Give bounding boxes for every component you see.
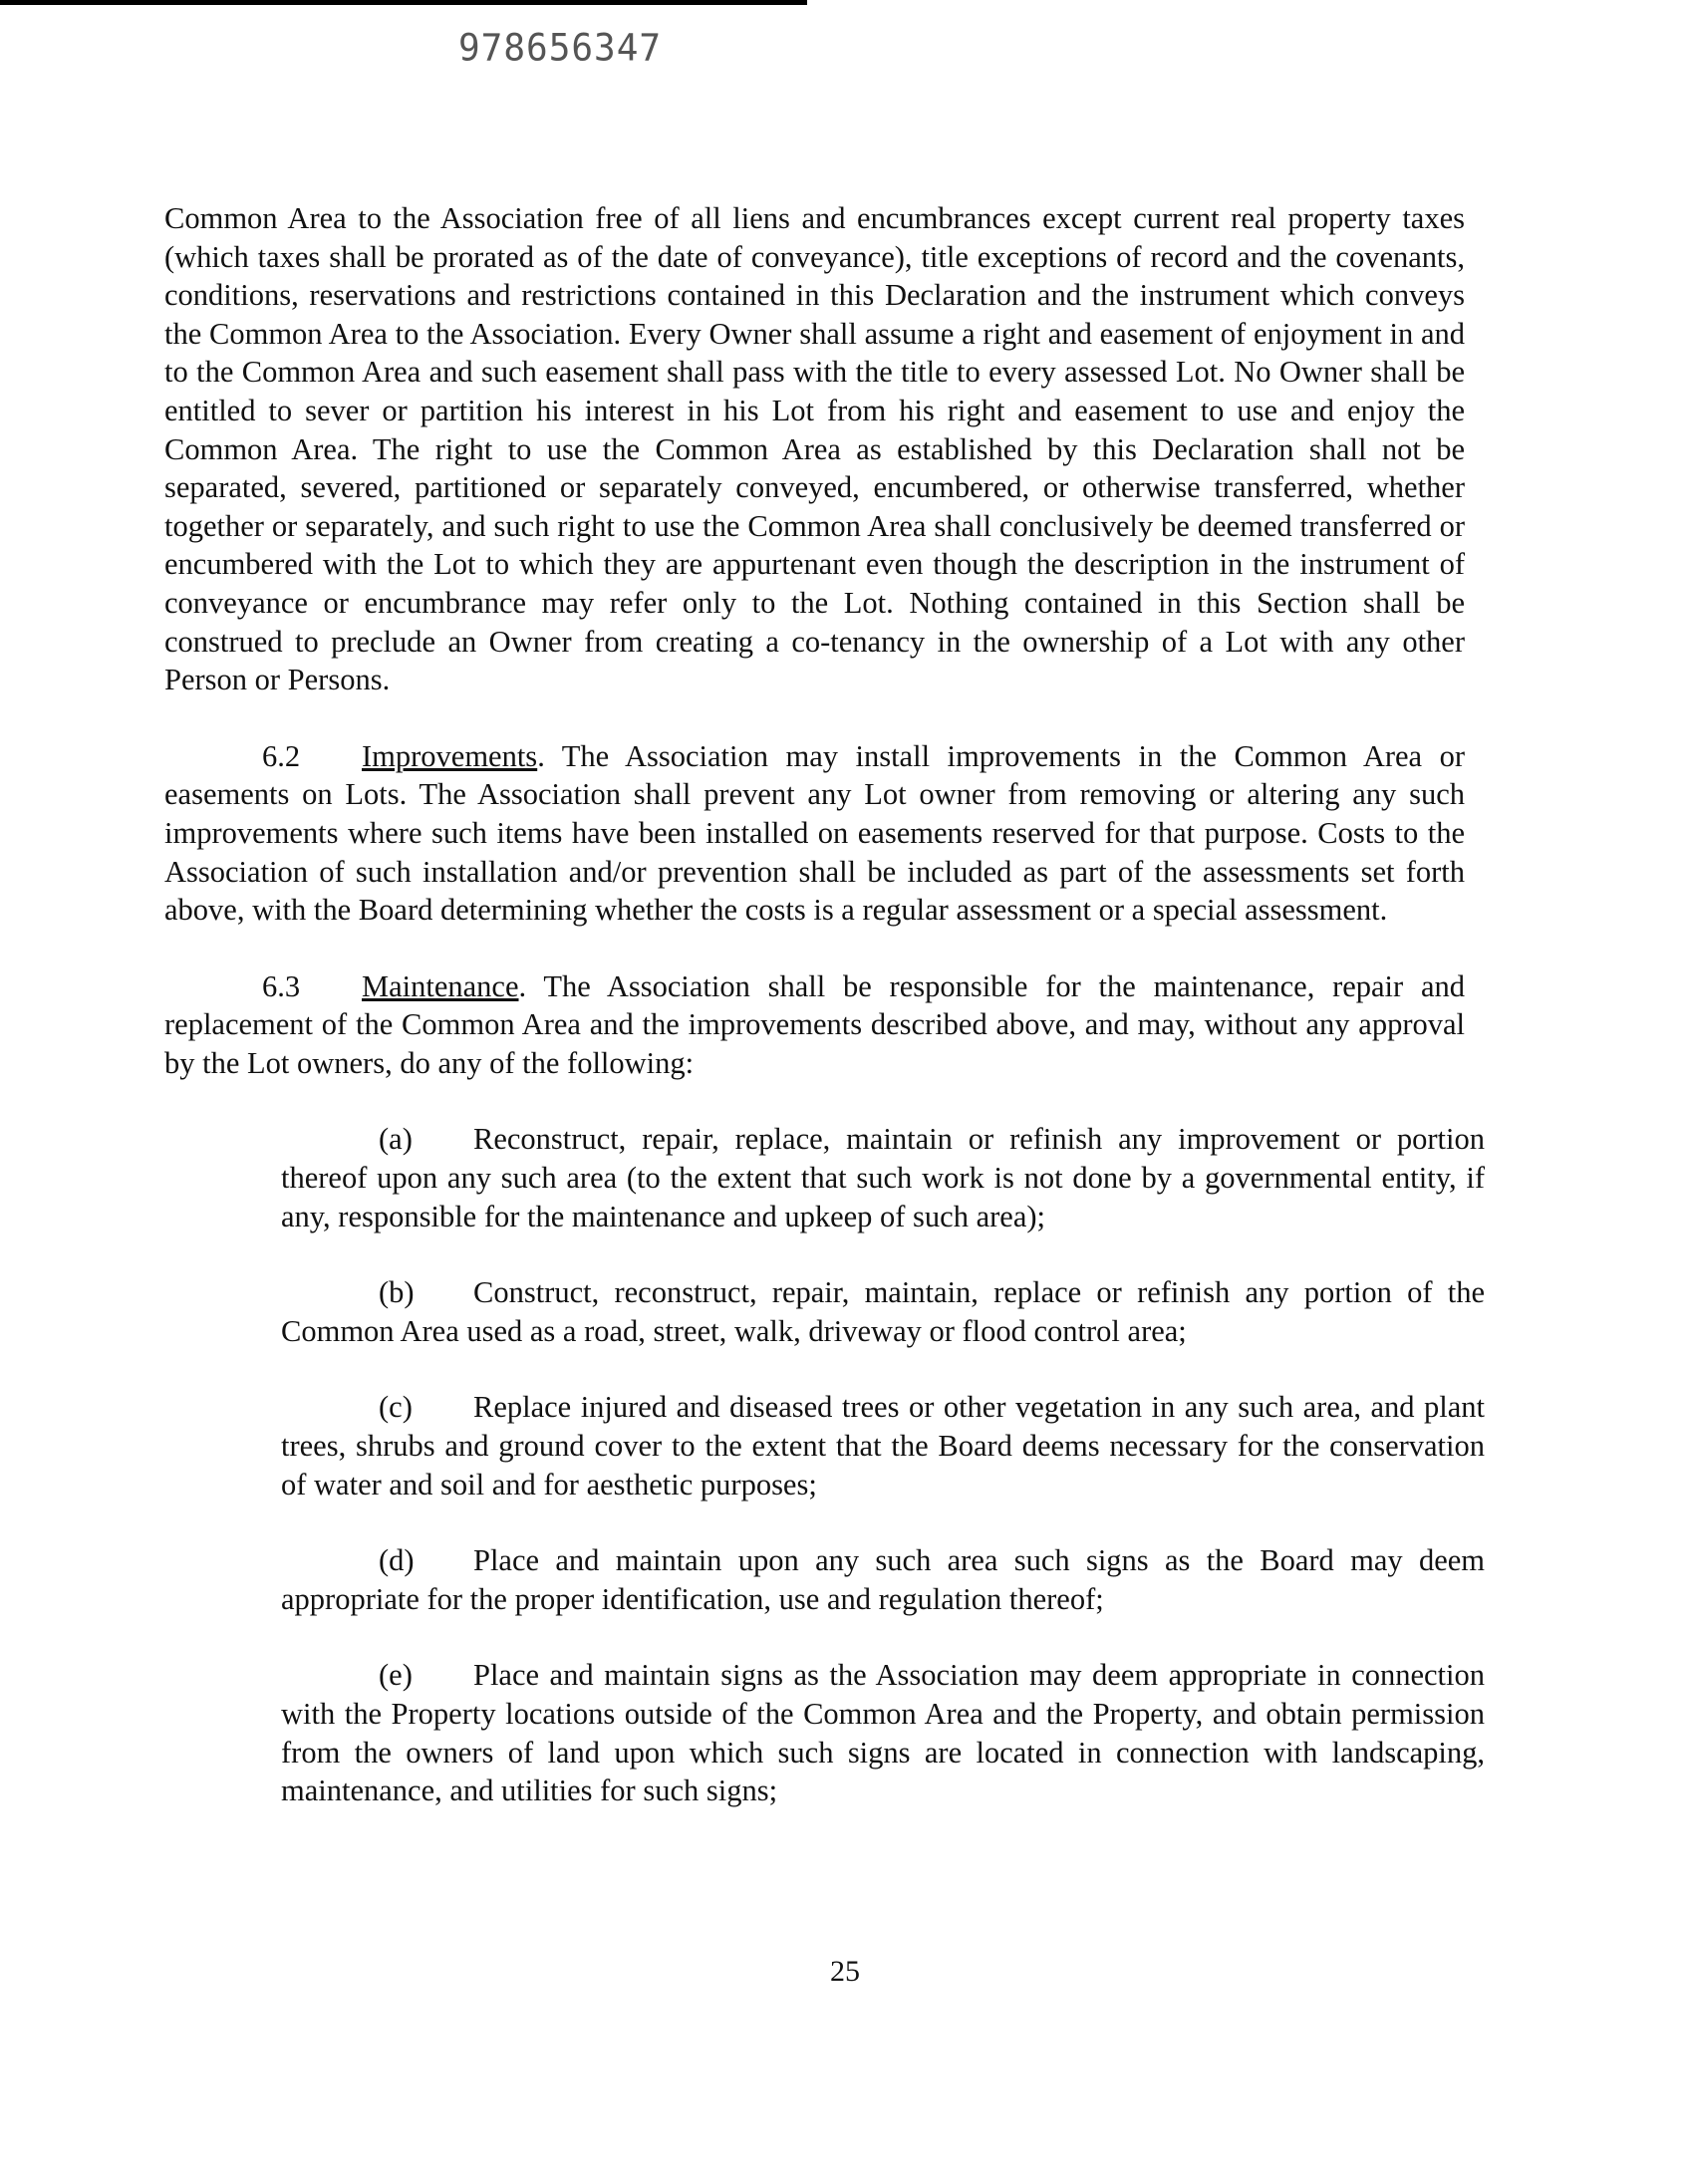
item-label: (e) <box>379 1658 413 1693</box>
section-6-2 <box>164 737 1465 930</box>
page-body <box>164 199 1485 1848</box>
item-text: Place and maintain upon any such area such signs as the Board may deem appropriate for the proper identification, use and regulation thereof; <box>281 1543 1485 1616</box>
section-title: Maintenance <box>362 968 519 1003</box>
document-id-stamp: 978656347 <box>458 26 663 71</box>
item-label: (d) <box>379 1543 415 1578</box>
item-text: Place and maintain signs as the Association may deem appropriate in connection with the Property locations outside of the Common Area and the Property, and obtain permission from the owners of land upon which such signs are located in connection with landscaping, maintenance, and utilities for such signs; <box>281 1658 1485 1808</box>
item-text: Reconstruct, repair, replace, maintain or refinish any improvement or portion thereof upon any such area (to the extent that such work is not done by a governmental entity, if any, responsible for the maintenance and upkeep of such area); <box>281 1122 1485 1233</box>
intro-paragraph: Common Area to the Association free of all liens and encumbrances except current real property taxes (which taxes shall be prorated as of the date of conveyance), title exceptions of record and the covenants, conditions, reservations and restrictions contained in this Declaration and the instrument which conveys the Common Area to the Association. Every Owner shall assume a right and easement of enjoyment in and to the Common Area and such easement shall pass with the title to every assessed Lot. No Owner shall be entitled to sever or partition his interest in his Lot from his right and easement to use and enjoy the Common Area. The right to use the Common Area as established by this Declaration shall not be separated, severed, partitioned or separately conveyed, encumbered, or otherwise transferred, whether together or separately, and such right to use the Common Area shall conclusively be deemed transferred or encumbered with the Lot to which they are appurtenant even though the description in the instrument of conveyance or encumbrance may refer only to the Lot. Nothing contained in this Section shall be construed to preclude an Owner from creating a co-tenancy in the ownership of a Lot with any other Person or Persons. <box>164 201 1465 697</box>
page-number: 25 <box>830 1955 860 1988</box>
section-text: . The Association shall be responsible for the maintenance, repair and replacement of the Common Area and the improvements described above, and may, without any approval by the Lot owners, do any of the following: <box>164 968 1465 1080</box>
section-text: . The Association may install improvements in the Common Area or easements on Lots. The Association shall prevent any Lot owner from removing or altering any such improvements where such items have been installed on easements reserved for that purpose. Costs to the Association of such installation and/or prevention shall be included as part of the assessments set forth above, with the Board determining whether the costs is a regular assessment or a special assessment. <box>164 738 1465 928</box>
list-item-d <box>281 1541 1485 1618</box>
list-item-a <box>281 1120 1485 1235</box>
list-item-b <box>281 1273 1485 1350</box>
section-6-3 <box>164 967 1465 1083</box>
scan-edge-mark <box>0 0 807 5</box>
item-label: (a) <box>379 1122 413 1157</box>
section-number: 6.3 <box>262 968 301 1003</box>
section-number: 6.2 <box>262 738 301 773</box>
item-label: (b) <box>379 1275 415 1310</box>
list-item-e <box>281 1656 1485 1809</box>
item-text: Construct, reconstruct, repair, maintain, replace or refinish any portion of the Common Area used as a road, street, walk, driveway or flood control area; <box>281 1275 1485 1348</box>
item-label: (c) <box>379 1390 413 1425</box>
section-title: Improvements <box>362 738 538 773</box>
item-text: Replace injured and diseased trees or other vegetation in any such area, and plant trees, shrubs and ground cover to the extent that the Board deems necessary for the conservation of water and soil and for aesthetic purposes; <box>281 1390 1485 1502</box>
list-item-c <box>281 1388 1485 1503</box>
